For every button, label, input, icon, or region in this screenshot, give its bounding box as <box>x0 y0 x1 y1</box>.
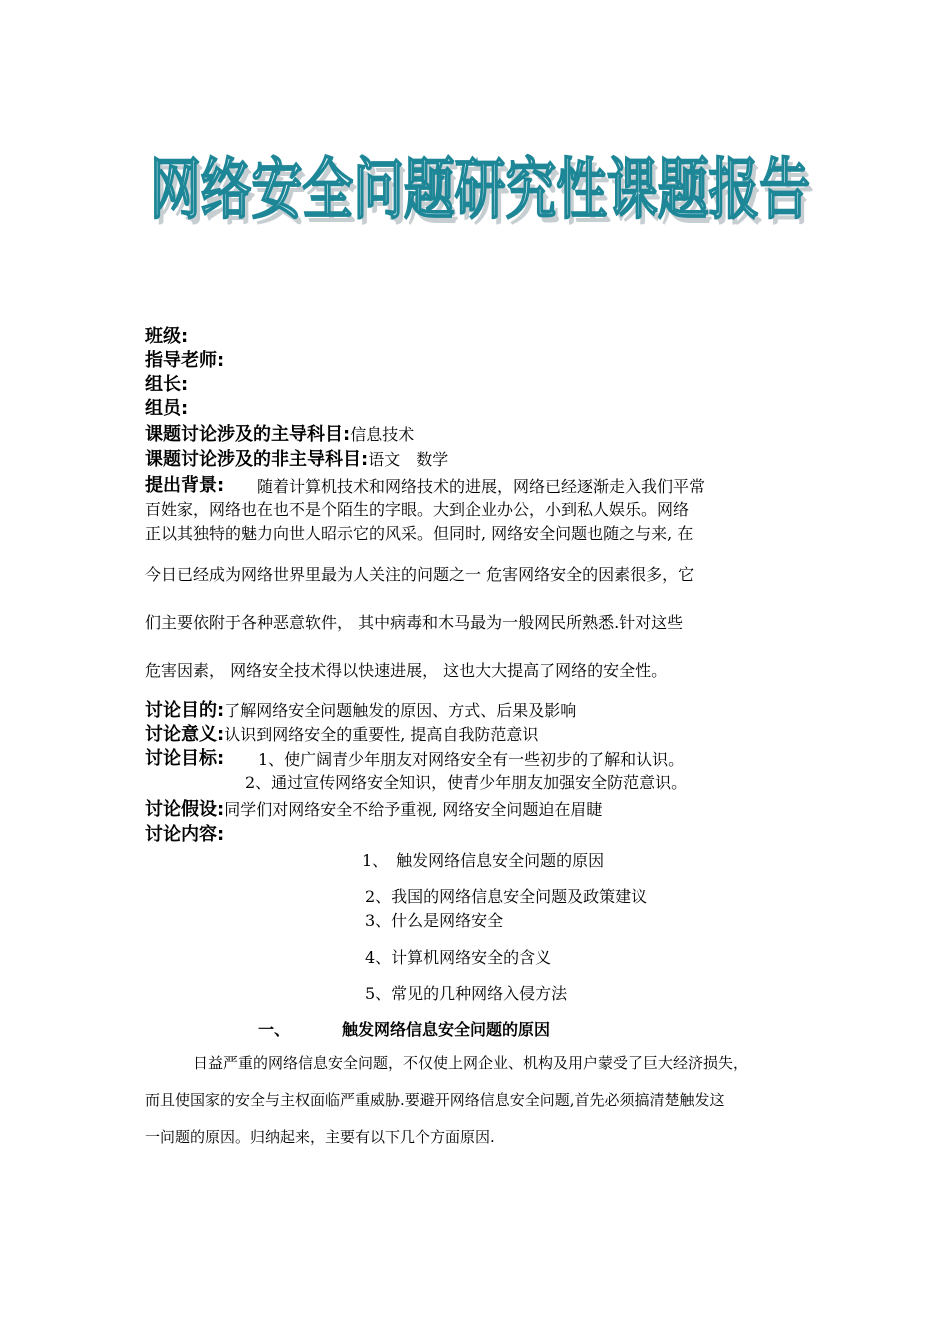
significance-value: 认识到网络安全的重要性, 提高自我防范意识 <box>224 725 539 744</box>
background-line-6: 危害因素， 网络安全技术得以快速进展， 这也大大提高了网络的安全性。 <box>145 661 668 680</box>
section-line-2: 而且使国家的安全与主权面临严重威胁.要避开网络信息安全问题,首先必须搞清楚触发这 <box>145 1091 725 1109</box>
main-subject-value: 信息技术 <box>350 425 415 444</box>
significance-field <box>145 723 538 747</box>
other-subject-field <box>145 448 448 472</box>
members-field: 组员: <box>145 398 189 419</box>
hypothesis-field <box>145 798 602 822</box>
document-title: 网络安全问题研究性课题报告 <box>150 151 810 228</box>
purpose-field <box>145 699 576 723</box>
section-heading: 触发网络信息安全问题的原因 <box>342 1020 551 1039</box>
leader-field: 组长: <box>145 374 189 395</box>
section-line-1: 日益严重的网络信息安全问题，不仅使上网企业、机构及用户蒙受了巨大经济损失， <box>193 1054 749 1072</box>
significance-label: 讨论意义: <box>145 724 225 745</box>
purpose-label: 讨论目的: <box>145 700 225 721</box>
purpose-value: 了解网络安全问题触发的原因、方式、后果及影响 <box>224 701 577 720</box>
teacher-field: 指导老师: <box>145 350 225 371</box>
content-item-4: 4、计算机网络安全的含义 <box>365 948 552 967</box>
goal-item-1: 1、使广阔青少年朋友对网络安全有一些初步的了解和认识。 <box>258 750 685 769</box>
section-number: 一、 <box>258 1020 291 1039</box>
title-shadow: 网络安全问题研究性课题报告 <box>154 157 814 234</box>
main-subject-field <box>145 423 414 447</box>
background-line-2: 百姓家，网络也在也不是个陌生的字眼。大到企业办公，小到私人娱乐。网络 <box>145 500 690 519</box>
section-line-3: 一问题的原因。归纳起来，主要有以下几个方面原因. <box>145 1128 495 1146</box>
class-field: 班级: <box>145 326 189 347</box>
background-line-5: 们主要依附于各种恶意软件， 其中病毒和木马最为一般网民所熟悉.针对这些 <box>145 613 684 632</box>
background-line-4: 今日已经成为网络世界里最为人关注的问题之一 危害网络安全的因素很多，它 <box>145 565 695 584</box>
word-art-title <box>130 118 830 238</box>
content-item-2: 2、我国的网络信息安全问题及政策建议 <box>365 887 648 906</box>
other-subject-label: 课题讨论涉及的非主导科目: <box>145 449 369 470</box>
main-subject-label: 课题讨论涉及的主导科目: <box>145 424 351 445</box>
content-item-5: 5、常见的几种网络入侵方法 <box>365 984 568 1003</box>
goal-item-2: 2、通过宣传网络安全知识，使青少年朋友加强安全防范意识。 <box>245 773 688 792</box>
content-item-1: 1、 触发网络信息安全问题的原因 <box>362 851 605 870</box>
other-subject-value: 语文 数学 <box>368 450 449 469</box>
hypothesis-value: 同学们对网络安全不给予重视, 网络安全问题迫在眉睫 <box>224 800 603 819</box>
goals-label: 讨论目标: <box>145 748 225 769</box>
content-label: 讨论内容: <box>145 824 225 845</box>
background-line-1: 随着计算机技术和网络技术的进展，网络已经逐渐走入我们平常 <box>257 477 706 496</box>
hypothesis-label: 讨论假设: <box>145 799 225 820</box>
content-item-3: 3、什么是网络安全 <box>365 911 504 930</box>
word-art-svg <box>130 118 830 238</box>
background-line-3: 正以其独特的魅力向世人昭示它的风采。但同时, 网络安全问题也随之与来, 在 <box>145 524 694 543</box>
background-label: 提出背景: <box>145 475 225 496</box>
